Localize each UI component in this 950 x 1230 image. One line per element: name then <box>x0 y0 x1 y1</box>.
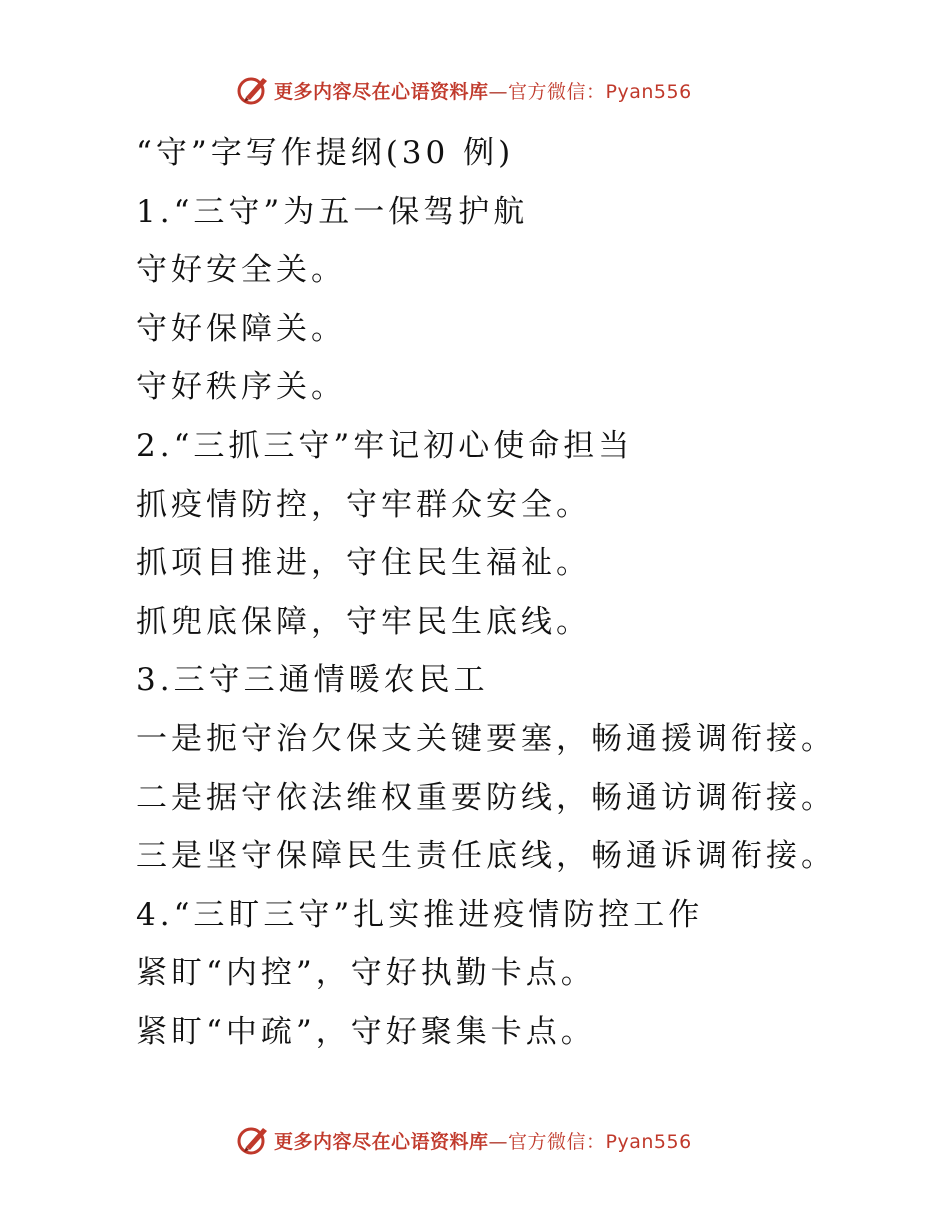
line-13: 4.“三盯三守”扎实推进疫情防控工作 <box>136 896 704 933</box>
watermark-header <box>236 72 692 108</box>
line-10: 一是扼守治欠保支关键要塞，畅通援调衔接。 <box>136 720 836 757</box>
line-6: 抓疫情防控，守牢群众安全。 <box>136 486 591 523</box>
line-8: 抓兜底保障，守牢民生底线。 <box>136 603 591 640</box>
pen-logo-icon <box>236 73 270 107</box>
document-body <box>136 124 936 1062</box>
pen-logo-icon <box>236 1123 270 1157</box>
line-1: 1.“三守”为五一保驾护航 <box>136 193 529 230</box>
line-4: 守好秩序关。 <box>136 369 346 406</box>
line-14: 紧盯“内控”，守好执勤卡点。 <box>136 955 596 992</box>
watermark-text: 更多内容尽在心语资料库—官方微信：Pyan556 <box>274 1130 692 1153</box>
document-title: “守”字写作提纲(30 例) <box>136 135 515 171</box>
line-7: 抓项目推进，守住民生福祉。 <box>136 545 591 582</box>
watermark-text: 更多内容尽在心语资料库—官方微信：Pyan556 <box>274 80 692 103</box>
line-12: 三是坚守保障民生责任底线，畅通诉调衔接。 <box>136 838 836 875</box>
line-5: 2.“三抓三守”牢记初心使命担当 <box>136 427 634 464</box>
watermark-footer <box>236 1122 692 1158</box>
line-3: 守好保障关。 <box>136 310 346 347</box>
line-15: 紧盯“中疏”，守好聚集卡点。 <box>136 1013 596 1050</box>
line-9: 3.三守三通情暖农民工 <box>136 662 489 699</box>
line-2: 守好安全关。 <box>136 252 346 289</box>
line-11: 二是据守依法维权重要防线，畅通访调衔接。 <box>136 779 836 816</box>
